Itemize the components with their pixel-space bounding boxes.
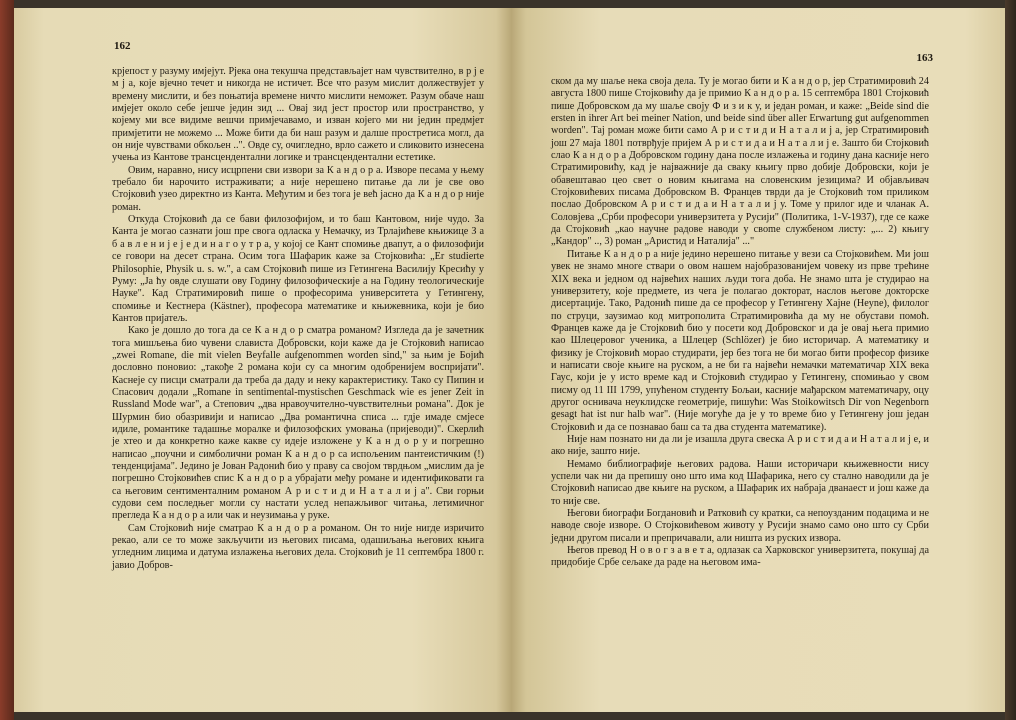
right-paragraph: Није нам познато ни да ли је изашла друга свеска А р и с т и д а и Н а т а л и ј е, и ако није, зашто није. [551,433,929,458]
left-page-text [112,66,484,572]
left-paragraph: Сам Стојковић није сматрао К а н д о р а романом. Он то није нигде изричито рекао, али се то може закључити из његових писама, одашиљања његових књига угледним лицима и датума излажења његових дела. Стојковић је 11 септембра 1800 г. јавио Добров- [112,522,484,571]
right-paragraph: Питање К а н д о р а није једино нерешено питање у вези са Стојковићем. Ми још увек не знамо многе ствари о овом нашем најобразованијем човеку из прве трећине XIX века и једном од највећих наших људи тога доба. Не знамо шта је студирао на универзитету, које предмете, из чега је полагао докторат, наслов његове докторске дисертације. Тако, Радонић пише да се професор у Гетингену Хајне (Heyne), филолог по струци, заузимао код митрополита Стратимировића да му не обустави помоћ. Францев каже да је Стојковић био у посети код Добровског и да је овај њега примио као Шлецеровог ученика, а Шлецер (Schlözer) је био историчар. А математику и физику је Стојковић морао студирати, јер без тога не би могао бити професор физике и написати своје књиге на руском, а не би га највећи немачки математичар XIX века Гаус, који је у исто време кад и Стојковић студирао у Гетингену, спомињао у свом писму од 11 III 1799, упућеном студенту Бољаи, касније мађарском математичару, оцу другог оснивача неуклидске геометрије, пишући: Was Stoikowitsch Dir von Negenborn gesagt hat ist nur halb war". (Није могуће да је у то време био у Гетингену још један Стојковић и да се познавао баш са та два студента математике). [551,248,929,433]
right-page-text [551,76,929,570]
left-paragraph: Овим, наравно, нису исцрпени сви извори за К а н д о р а. Изворе песама у њему требало би нарочито истраживати; а није нерешено питање да ли је све ово Стојковић узео директно из Канта. Међутим и без тога је већ јасно да К а н д о р није роман. [112,164,484,213]
left-page [14,8,511,712]
right-page-number: 163 [916,52,933,64]
book-edge-right [1005,0,1016,720]
left-paragraph: Откуда Стојковић да се бави филозофијом, и то баш Кантовом, није чудо. За Канта је могао сазнати још пре свога одласка у Немачку, из Трлајићеве књижице З а б а в л е н и ј е ј е д и н а г о у т р а, у којој се Кант спомиње двапут, а о филозофији се говори на десет страна. Осим тога Шафарик каже за Стојковића: „Er studierte Philosophie, Physik u. s. w.", а сам Стојковић пише из Гетингена Василију Кресићу у Руму: „Ја ћу овде слушати ову Годину филозофическије а на Годину теологическије Науке". Кад Стратимировић пише о професорима университета у Гетингену, спомиње и Кестнера (Kästner), професора математике и књижевника, који је био Кантов пријатељ. [112,214,484,324]
left-page-number: 162 [114,40,131,52]
right-paragraph: Његови биографи Богдановић и Ратковић су кратки, са непоузданим подацима и не наводе своје изворе. О Стојковићевом животу у Русији знамо само оно што су Срби једни другом писали и препричавали, али ништа из руских извора. [551,508,929,544]
left-paragraph: крјепост у разуму имјејут. Рјека она текушча представљајет нам чувствителнo, в р ј е м ј а, које вјечно течет и никогда не истичет. Все что разум мислит должествујет у времену мислити, и без поњатија времене ничто мислити неможет. Разум обаче наш имјејет около себе јешче једин зид ... Овај зид јест простор или пространство, у којему ми все видиме вешчи примјечавамо, и изван којего ми ни једин предмјет примјетити не можемо ... Може бити да би наш разум и далше простретиса могл, да он није чувствами обкољен ..". Овде су, очигледно, врло сажето и сликовито изнесена учења из Кантове трансцендентални логике и трансцендентални естетике. [112,66,484,164]
right-page [511,8,1005,712]
right-paragraph: Његов превод Н о в о г з а в е т а, одлазак са Харковског универзитета, покушај да придобије Србе сељаке да раде на његовом има- [551,545,929,569]
right-paragraph: Немамо библиографије његових радова. Наши историчари књижевности нису успели чак ни да препишу оно што има код Шафарика, него су стално наводили да је Стојковић написао две књиге на руском, а Шафарик их набраја дванаест и још каже да то није све. [551,458,929,507]
book-edge-left [0,0,14,720]
left-paragraph: Како је дошло до тога да се К а н д о р сматра романом? Изгледа да је зачетник тога мишљења био чувени слависта Добровски, који каже да је Стојковић написао „zwei Romane, die mit vielen Beyfalle aufgenommen worden sind," за њим је Бојић дословно поновио: „такође 2 романа који су са многим одобренијем воспријати". Каснеје су писци сматрали да треба да даду и неку карактеристику. Тако су Пипин и Спасович додали „Romane in sentimental-mystischen Geschmack wie es jener Zeit in Russland Mode war", а Степович „два нравоучително-чувствителньи романа". Док је Шурмин био обазривији и написао „Два романтична списа ... гдје имаде смјесе идиле, романтике тадашње моралке и филозофских умовања (пријеводи)". Скерлић је хтео и да конкретно каже какве су идеје изложене у К а н д о р у и погрешно написао „поучни и симболични роман К а н д о р са испољеним пантеистичким (!) тенденцијама". Једино је Јован Радонић био у праву са својом тврдњом „мислим да је погрешно Стојковићев спис К а н д о р а убрајати међу романе и идентификовати га са његовим сентименталним романом А р и с т и д и Н а т а л и ј а". Сви горњи судови сем последњег могли су настати услед непажљивог читања, летимичног прегледа К а н д о р а или чак и неузимања у руке. [112,325,484,522]
right-paragraph: ском да му шаље нека своја дела. Ту је могао бити и К а н д о р, јер Стратимировић 24 августа 1800 пише Стојковићу да је примио К а н д о р а. 15 септембра 1801 Стојковић пише Добровском да му шаље своју Ф и з и к у, и један роман, и каже: „Beide sind die ersten in ihrer Art bei meiner Nation, und beide sind über aller Erwartung gut aufgenommen worden". Тај роман може бити само А р и с т и д и Н а т а л и ј а, јер Стратимировић још 27 маја 1801 потврђује пријем А р и с т и д а и Н а т а л и ј е. Зашто би Стојковић слао К а н д о р а Добровском годину дана после излажења и годину дана касније него Стратимировићу, кад је најважније да сваку књигу прво добије Добровски, који је обавештавао цео свет о новим књигама на словенским језицима? И објављивач Стојковићевих писама Добровском В. Францев тврди да је Стојковић том приликом послао Добровском А р и с т и д а и Н а т а л и ј у. Томе у прилог иде и чланак А. Соловјева „Срби професори универзитета у Русији" (Политика, 1-V-1937), где се каже да Стојковић „као научне радове наводи у свome службеном листу: „... 2) књигу „Кандор" .., 3) роман „Аристид и Наталија" ..." [551,76,929,248]
